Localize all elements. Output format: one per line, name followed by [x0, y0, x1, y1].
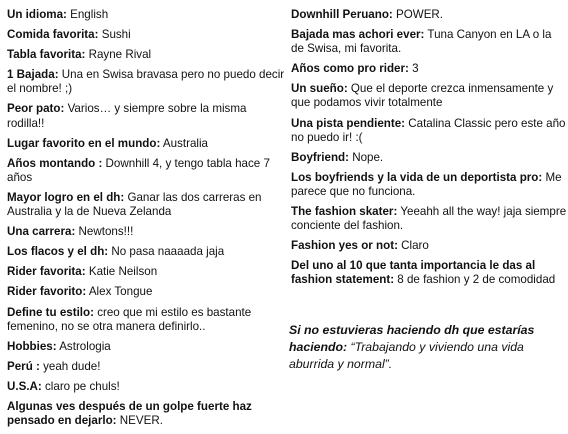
question-label: Años montando : [7, 156, 103, 170]
qa-item [7, 380, 286, 394]
qa-item [7, 68, 286, 96]
right-column [291, 8, 567, 294]
answer-text: claro pe chuls! [41, 379, 120, 393]
question-label: Mayor logro en el dh: [7, 190, 125, 204]
qa-item [291, 117, 567, 145]
qa-item [291, 82, 567, 110]
question-label: Perú : [7, 359, 40, 373]
answer-text: Australia [160, 136, 209, 150]
answer-text: No pasa naaaada jaja [108, 245, 225, 259]
answer-text: Sushi [98, 28, 131, 42]
qa-item [291, 205, 567, 233]
answer-text: English [66, 8, 109, 21]
question-label: Lugar favorito en el mundo: [7, 136, 161, 150]
closing-question [289, 322, 567, 373]
qa-item [7, 245, 286, 259]
question-label: The fashion skater: [291, 205, 398, 219]
answer-text: Newtons!!! [75, 225, 134, 239]
answer-text: Claro [397, 239, 429, 253]
question-label: Una pista pendiente: [291, 116, 406, 130]
answer-text: Katie Neilson [85, 265, 158, 279]
qa-item [7, 265, 286, 279]
answer-text: Varios… y siempre sobre la misma rodilla!! [7, 102, 247, 130]
qa-item [291, 62, 567, 76]
answer-text: Catalina Classic pero este año no puedo ir! :( [291, 116, 566, 144]
question-label: Peor pato: [7, 102, 65, 116]
answer-text: yeah dude! [39, 359, 101, 373]
qa-item [7, 102, 286, 130]
question-label: Los boyfriends y la vida de un deportista pro: [291, 170, 543, 184]
question-label: Un idioma: [7, 8, 67, 21]
answer-text: Ganar las dos carreras en Australia y la de Nueva Zelanda [7, 190, 262, 219]
qa-item [291, 151, 567, 165]
answer-text: creo que mi estilo es bastante femenino, no se otra manera definirlo.. [7, 305, 252, 333]
qa-item [7, 8, 286, 22]
qa-item [291, 239, 567, 253]
answer-text: Rayne Rival [85, 48, 152, 62]
question-label: Boyfriend: [291, 150, 349, 164]
answer-text: Alex Tongue [86, 285, 153, 299]
qa-item [7, 48, 286, 62]
question-label: Años como pro rider: [291, 62, 409, 76]
question-label: Hobbies: [7, 339, 57, 353]
qa-item [7, 306, 286, 334]
closing-question-label: Si no estuvieras haciendo dh que estarías haciendo: [289, 323, 535, 354]
answer-text: Tuna Canyon en LA o la de Swisa, mi favorita. [291, 28, 552, 56]
answer-text: NEVER. [116, 414, 163, 428]
answer-text: 3 [408, 62, 419, 76]
question-label: Rider favorito: [7, 285, 87, 299]
qa-item [291, 28, 567, 56]
question-label: Define tu estilo: [7, 305, 94, 319]
qa-item [7, 137, 286, 151]
answer-text: Downhill 4, y tengo tabla hace 7 años [7, 156, 270, 184]
qa-item [7, 28, 286, 42]
qa-item [291, 8, 567, 22]
question-label: Downhill Peruano: [291, 8, 393, 21]
answer-text: POWER. [392, 8, 444, 21]
answer-text: Yeeahh all the way! jaja siempre conciente del fashion. [291, 205, 567, 233]
question-label: Los flacos y el dh: [7, 245, 109, 259]
question-label: Bajada mas achori ever: [291, 28, 425, 42]
question-label: Rider favorita: [7, 265, 86, 279]
question-label: 1 Bajada: [7, 68, 59, 82]
question-label: Tabla favorita: [7, 48, 86, 62]
answer-text: Me parece que no funciona. [291, 170, 562, 198]
question-label: U.S.A: [7, 379, 42, 393]
qa-item [7, 285, 286, 299]
left-column [7, 8, 286, 434]
question-label: Un sueño: [291, 82, 348, 96]
question-label: Algunas ves después de un golpe fuerte haz pensado en dejarlo: [7, 399, 252, 428]
qa-item [7, 340, 286, 354]
qa-item [7, 225, 286, 239]
closing-answer: “Trabajando y viviendo una vida aburrida y normal”. [289, 340, 524, 371]
answer-text: Astrologia [56, 339, 111, 353]
qa-item [291, 171, 567, 199]
answer-text: Nope. [348, 150, 384, 164]
qa-item [7, 360, 286, 374]
question-label: Una carrera: [7, 225, 76, 239]
question-label: Del uno al 10 que tanta importancia le das al fashion statement: [291, 259, 536, 287]
question-label: Comida favorita: [7, 28, 99, 42]
qa-item [7, 400, 286, 428]
answer-text: 8 de fashion y 2 de comodidad [394, 273, 556, 287]
qa-item [7, 157, 286, 185]
answer-text: Que el deporte crezca inmensamente y que podamos vivir totalmente [291, 82, 554, 110]
answer-text: Una en Swisa bravasa pero no puedo decir el nombre! ;) [7, 68, 285, 96]
qa-item [7, 191, 286, 219]
question-label: Fashion yes or not: [291, 239, 398, 253]
qa-item [291, 259, 567, 287]
